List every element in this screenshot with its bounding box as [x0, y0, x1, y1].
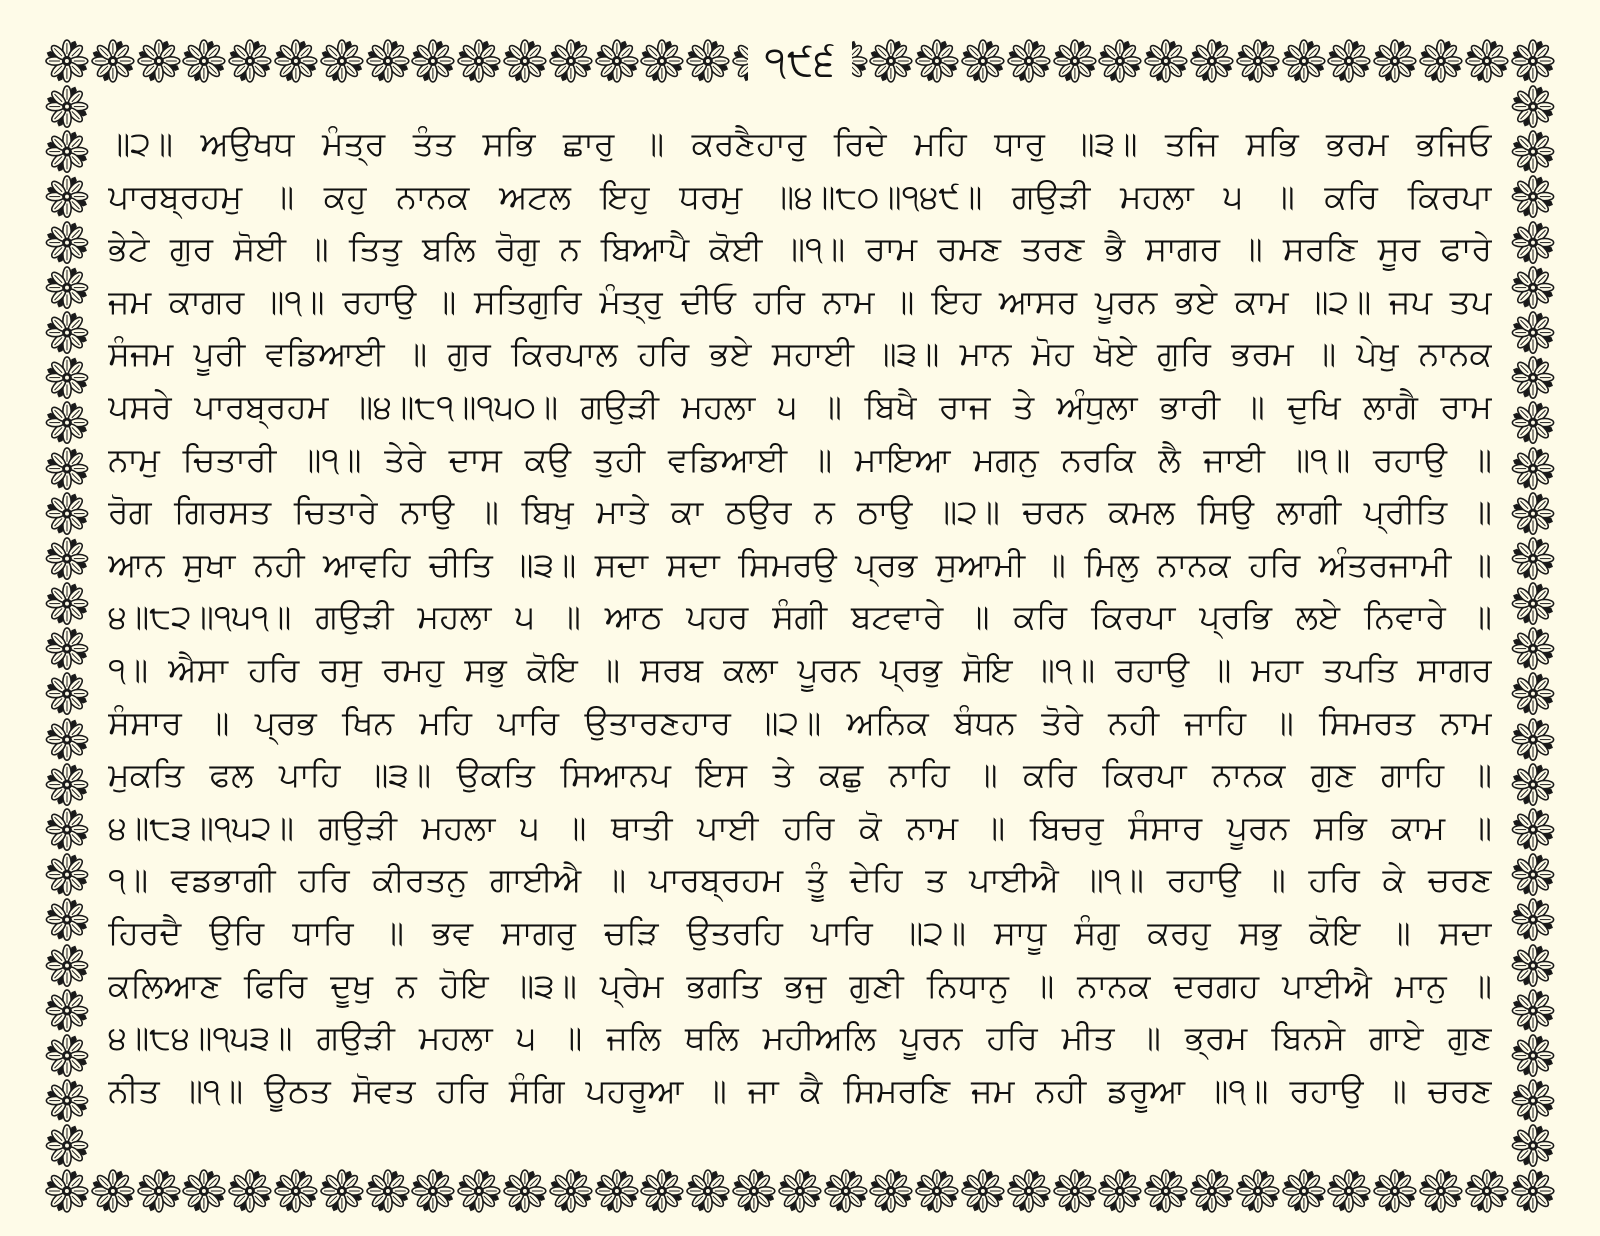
- flower-ornament-icon: [1052, 38, 1098, 84]
- flower-ornament-icon: [1372, 1168, 1418, 1214]
- flower-ornament-icon: [1143, 1168, 1189, 1214]
- flower-ornament-icon: [1372, 38, 1418, 84]
- flower-ornament-icon: [1510, 1123, 1556, 1168]
- flower-ornament-icon: [1097, 38, 1143, 84]
- flower-ornament-icon: [44, 174, 90, 219]
- flower-ornament-icon: [44, 807, 90, 852]
- flower-ornament-icon: [960, 1168, 1006, 1214]
- flower-ornament-icon: [227, 38, 273, 84]
- flower-ornament-icon: [1510, 807, 1556, 852]
- flower-ornament-icon: [181, 1168, 227, 1214]
- flower-ornament-icon: [548, 1168, 594, 1214]
- flower-ornament-icon: [685, 38, 731, 84]
- flower-ornament-icon: [1510, 129, 1556, 174]
- flower-ornament-icon: [1510, 310, 1556, 355]
- flower-ornament-icon: [1326, 38, 1372, 84]
- flower-ornament-icon: [365, 38, 411, 84]
- text-line: ਆਨ ਸੁਖਾ ਨਹੀ ਆਵਹਿ ਚੀਤਿ ॥੩॥ ਸਦਾ ਸਦਾ ਸਿਮਰਉ ਪ੍ਰਭ ਸੁਆਮੀ ॥ ਮਿਲੁ ਨਾਨਕ ਹਰਿ ਅੰਤਰਜਾਮੀ ॥: [108, 544, 1492, 584]
- flower-ornament-icon: [502, 1168, 548, 1214]
- flower-ornament-icon: [365, 1168, 411, 1214]
- flower-ornament-icon: [594, 1168, 640, 1214]
- flower-ornament-icon: [136, 38, 182, 84]
- flower-ornament-icon: [181, 38, 227, 84]
- flower-ornament-icon: [1510, 671, 1556, 716]
- text-line: ਨਾਮੁ ਚਿਤਾਰੀ ॥੧॥ ਤੇਰੇ ਦਾਸ ਕਉ ਤੁਹੀ ਵਡਿਆਈ ॥ ਮਾਇਆ ਮਗਨੁ ਨਰਕਿ ਲੈ ਜਾਈ ॥੧॥ ਰਹਾਉ ॥: [108, 439, 1492, 479]
- text-line: ਭੇਟੇ ਗੁਰ ਸੋਈ ॥ ਤਿਤੁ ਬਲਿ ਰੋਗੁ ਨ ਬਿਆਪੈ ਕੋਈ ॥੧॥ ਰਾਮ ਰਮਣ ਤਰਣ ਭੈ ਸਾਗਰ ॥ ਸਰਣਿ ਸੂਰ ਫਾਰੇ: [108, 229, 1492, 269]
- flower-ornament-icon: [410, 38, 456, 84]
- flower-ornament-icon: [1510, 355, 1556, 400]
- flower-ornament-icon: [44, 897, 90, 942]
- flower-ornament-icon: [44, 310, 90, 355]
- flower-ornament-icon: [548, 38, 594, 84]
- flower-ornament-icon: [319, 1168, 365, 1214]
- flower-ornament-icon: [44, 220, 90, 265]
- flower-ornament-icon: [1510, 84, 1556, 129]
- text-line: ਸੰਸਾਰ ॥ ਪ੍ਰਭ ਖਿਨ ਮਹਿ ਪਾਰਿ ਉਤਾਰਣਹਾਰ ॥੨॥ ਅਨਿਕ ਬੰਧਨ ਤੋਰੇ ਨਹੀ ਜਾਹਿ ॥ ਸਿਮਰਤ ਨਾਮ: [108, 702, 1492, 742]
- flower-ornament-icon: [1235, 38, 1281, 84]
- flower-ornament-icon: [44, 762, 90, 807]
- flower-ornament-icon: [1510, 220, 1556, 265]
- flower-ornament-icon: [914, 38, 960, 84]
- flower-ornament-icon: [1189, 1168, 1235, 1214]
- flower-ornament-icon: [410, 1168, 456, 1214]
- flower-ornament-icon: [273, 38, 319, 84]
- flower-ornament-icon: [44, 491, 90, 536]
- flower-ornament-icon: [1006, 1168, 1052, 1214]
- flower-ornament-icon: [1418, 1168, 1464, 1214]
- flower-ornament-icon: [227, 1168, 273, 1214]
- flower-ornament-icon: [90, 38, 136, 84]
- flower-ornament-icon: [44, 1033, 90, 1078]
- flower-ornament-icon: [823, 1168, 869, 1214]
- flower-ornament-icon: [502, 38, 548, 84]
- flower-ornament-icon: [1097, 1168, 1143, 1214]
- flower-ornament-icon: [1510, 536, 1556, 581]
- flower-ornament-icon: [1510, 762, 1556, 807]
- flower-ornament-icon: [44, 265, 90, 310]
- flower-ornament-icon: [594, 38, 640, 84]
- flower-ornament-icon: [44, 1078, 90, 1123]
- flower-ornament-icon: [685, 1168, 731, 1214]
- text-line: ੪॥੮੩॥੧੫੨॥ ਗਉੜੀ ਮਹਲਾ ੫ ॥ ਥਾਤੀ ਪਾਈ ਹਰਿ ਕੋ ਨਾਮ ॥ ਬਿਚਰੁ ਸੰਸਾਰ ਪੂਰਨ ਸਭਿ ਕਾਮ ॥: [108, 807, 1492, 847]
- flower-ornament-icon: [1510, 852, 1556, 897]
- flower-ornament-icon: [456, 38, 502, 84]
- flower-ornament-icon: [44, 400, 90, 445]
- page-number: ੧੯੬: [748, 36, 852, 88]
- flower-ornament-icon: [1510, 174, 1556, 219]
- flower-ornament-icon: [273, 1168, 319, 1214]
- flower-ornament-icon: [456, 1168, 502, 1214]
- flower-ornament-icon: [1510, 1168, 1556, 1214]
- flower-ornament-icon: [1510, 988, 1556, 1033]
- flower-ornament-icon: [44, 943, 90, 988]
- flower-ornament-icon: [1510, 943, 1556, 988]
- flower-ornament-icon: [44, 38, 90, 84]
- flower-ornament-icon: [44, 446, 90, 491]
- flower-ornament-icon: [639, 38, 685, 84]
- text-line: ਜਮ ਕਾਗਰ ॥੧॥ ਰਹਾਉ ॥ ਸਤਿਗੁਰਿ ਮੰਤ੍ਰੁ ਦੀਓ ਹਰਿ ਨਾਮ ॥ ਇਹ ਆਸਰ ਪੂਰਨ ਭਏ ਕਾਮ ॥੨॥ ਜਪ ਤਪ: [108, 281, 1492, 321]
- flower-ornament-icon: [1464, 38, 1510, 84]
- flower-ornament-icon: [1510, 400, 1556, 445]
- text-line: ੪॥੮੪॥੧੫੩॥ ਗਉੜੀ ਮਹਲਾ ੫ ॥ ਜਲਿ ਥਲਿ ਮਹੀਅਲਿ ਪੂਰਨ ਹਰਿ ਮੀਤ ॥ ਭ੍ਰਮ ਬਿਨਸੇ ਗਾਏ ਗੁਣ: [108, 1018, 1492, 1058]
- flower-ornament-icon: [1281, 38, 1327, 84]
- flower-ornament-icon: [1510, 1078, 1556, 1123]
- text-line: ੪॥੮੨॥੧੫੧॥ ਗਉੜੀ ਮਹਲਾ ੫ ॥ ਆਠ ਪਹਰ ਸੰਗੀ ਬਟਵਾਰੇ ॥ ਕਰਿ ਕਿਰਪਾ ਪ੍ਰਭਿ ਲਏ ਨਿਵਾਰੇ ॥: [108, 597, 1492, 637]
- text-line: ਰੋਗ ਗਿਰਸਤ ਚਿਤਾਰੇ ਨਾਉ ॥ ਬਿਖੁ ਮਾਤੇ ਕਾ ਠਉਰ ਨ ਠਾਉ ॥੨॥ ਚਰਨ ਕਮਲ ਸਿਉ ਲਾਗੀ ਪ੍ਰੀਤਿ ॥: [108, 492, 1492, 532]
- flower-ornament-icon: [1418, 38, 1464, 84]
- text-line: ਮੁਕਤਿ ਫਲ ਪਾਹਿ ॥੩॥ ਉਕਤਿ ਸਿਆਨਪ ਇਸ ਤੇ ਕਛੁ ਨਾਹਿ ॥ ਕਰਿ ਕਿਰਪਾ ਨਾਨਕ ਗੁਣ ਗਾਹਿ ॥: [108, 755, 1492, 795]
- flower-ornament-icon: [731, 1168, 777, 1214]
- scripture-text-block: [108, 118, 1492, 1117]
- flower-ornament-icon: [1510, 38, 1556, 84]
- flower-ornament-icon: [1510, 581, 1556, 626]
- flower-ornament-icon: [44, 1168, 90, 1214]
- flower-ornament-icon: [1510, 626, 1556, 671]
- text-line: ੧॥ ਐਸਾ ਹਰਿ ਰਸੁ ਰਮਹੁ ਸਭੁ ਕੋਇ ॥ ਸਰਬ ਕਲਾ ਪੂਰਨ ਪ੍ਰਭੁ ਸੋਇ ॥੧॥ ਰਹਾਉ ॥ ਮਹਾ ਤਪਤਿ ਸਾਗਰ: [108, 649, 1492, 689]
- flower-ornament-icon: [1189, 38, 1235, 84]
- flower-ornament-icon: [44, 671, 90, 716]
- flower-ornament-icon: [136, 1168, 182, 1214]
- decorative-border-left: [44, 84, 90, 1168]
- flower-ornament-icon: [44, 129, 90, 174]
- text-line: ਪਾਰਬ੍ਰਹਮੁ ॥ ਕਹੁ ਨਾਨਕ ਅਟਲ ਇਹੁ ਧਰਮੁ ॥੪॥੮੦॥੧੪੯॥ ਗਉੜੀ ਮਹਲਾ ੫ ॥ ਕਰਿ ਕਿਰਪਾ: [108, 176, 1492, 216]
- flower-ornament-icon: [1052, 1168, 1098, 1214]
- flower-ornament-icon: [868, 38, 914, 84]
- decorative-border-right: [1510, 84, 1556, 1168]
- text-line: ਸੰਜਮ ਪੂਰੀ ਵਡਿਆਈ ॥ ਗੁਰ ਕਿਰਪਾਲ ਹਰਿ ਭਏ ਸਹਾਈ ॥੩॥ ਮਾਨ ਮੋਹ ਖੋਏ ਗੁਰਿ ਭਰਮ ॥ ਪੇਖੁ ਨਾਨਕ: [108, 334, 1492, 374]
- flower-ornament-icon: [1464, 1168, 1510, 1214]
- text-line: ਨੀਤ ॥੧॥ ਊਠਤ ਸੋਵਤ ਹਰਿ ਸੰਗਿ ਪਹਰੂਆ ॥ ਜਾ ਕੈ ਸਿਮਰਣਿ ਜਮ ਨਹੀ ਡਰੂਆ ॥੧॥ ਰਹਾਉ ॥ ਚਰਣ: [108, 1070, 1492, 1110]
- flower-ornament-icon: [319, 38, 365, 84]
- flower-ornament-icon: [914, 1168, 960, 1214]
- flower-ornament-icon: [1510, 446, 1556, 491]
- flower-ornament-icon: [1510, 265, 1556, 310]
- flower-ornament-icon: [1510, 717, 1556, 762]
- flower-ornament-icon: [44, 84, 90, 129]
- flower-ornament-icon: [1510, 491, 1556, 536]
- flower-ornament-icon: [44, 626, 90, 671]
- flower-ornament-icon: [639, 1168, 685, 1214]
- flower-ornament-icon: [1281, 1168, 1327, 1214]
- flower-ornament-icon: [44, 852, 90, 897]
- flower-ornament-icon: [777, 1168, 823, 1214]
- text-line: ਪਸਰੇ ਪਾਰਬ੍ਰਹਮ ॥੪॥੮੧॥੧੫੦॥ ਗਉੜੀ ਮਹਲਾ ੫ ॥ ਬਿਖੈ ਰਾਜ ਤੇ ਅੰਧੁਲਾ ਭਾਰੀ ॥ ਦੁਖਿ ਲਾਗੈ ਰਾਮ: [108, 386, 1492, 426]
- flower-ornament-icon: [1510, 1033, 1556, 1078]
- flower-ornament-icon: [1143, 38, 1189, 84]
- flower-ornament-icon: [1510, 897, 1556, 942]
- flower-ornament-icon: [1235, 1168, 1281, 1214]
- flower-ornament-icon: [960, 38, 1006, 84]
- flower-ornament-icon: [44, 581, 90, 626]
- text-line: ॥੨॥ ਅਉਖਧ ਮੰਤ੍ਰ ਤੰਤ ਸਭਿ ਛਾਰੁ ॥ ਕਰਣੈਹਾਰੁ ਰਿਦੇ ਮਹਿ ਧਾਰੁ ॥੩॥ ਤਜਿ ਸਭਿ ਭਰਮ ਭਜਿਓ: [108, 124, 1492, 163]
- flower-ornament-icon: [44, 717, 90, 762]
- flower-ornament-icon: [44, 988, 90, 1033]
- text-line: ੧॥ ਵਡਭਾਗੀ ਹਰਿ ਕੀਰਤਨੁ ਗਾਈਐ ॥ ਪਾਰਬ੍ਰਹਮ ਤੂੰ ਦੇਹਿ ਤ ਪਾਈਐ ॥੧॥ ਰਹਾਉ ॥ ਹਰਿ ਕੇ ਚਰਣ: [108, 860, 1492, 900]
- decorative-border-bottom: [44, 1168, 1556, 1214]
- flower-ornament-icon: [44, 1123, 90, 1168]
- text-line: ਕਲਿਆਣ ਫਿਰਿ ਦੂਖੁ ਨ ਹੋਇ ॥੩॥ ਪ੍ਰੇਮ ਭਗਤਿ ਭਜੁ ਗੁਣੀ ਨਿਧਾਨੁ ॥ ਨਾਨਕ ਦਰਗਹ ਪਾਈਐ ਮਾਨੁ ॥: [108, 965, 1492, 1005]
- flower-ornament-icon: [1006, 38, 1052, 84]
- flower-ornament-icon: [90, 1168, 136, 1214]
- text-line: ਹਿਰਦੈ ਉਰਿ ਧਾਰਿ ॥ ਭਵ ਸਾਗਰੁ ਚੜਿ ਉਤਰਹਿ ਪਾਰਿ ॥੨॥ ਸਾਧੂ ਸੰਗੁ ਕਰਹੁ ਸਭੁ ਕੋਇ ॥ ਸਦਾ: [108, 912, 1492, 952]
- flower-ornament-icon: [44, 355, 90, 400]
- flower-ornament-icon: [868, 1168, 914, 1214]
- flower-ornament-icon: [1326, 1168, 1372, 1214]
- flower-ornament-icon: [44, 536, 90, 581]
